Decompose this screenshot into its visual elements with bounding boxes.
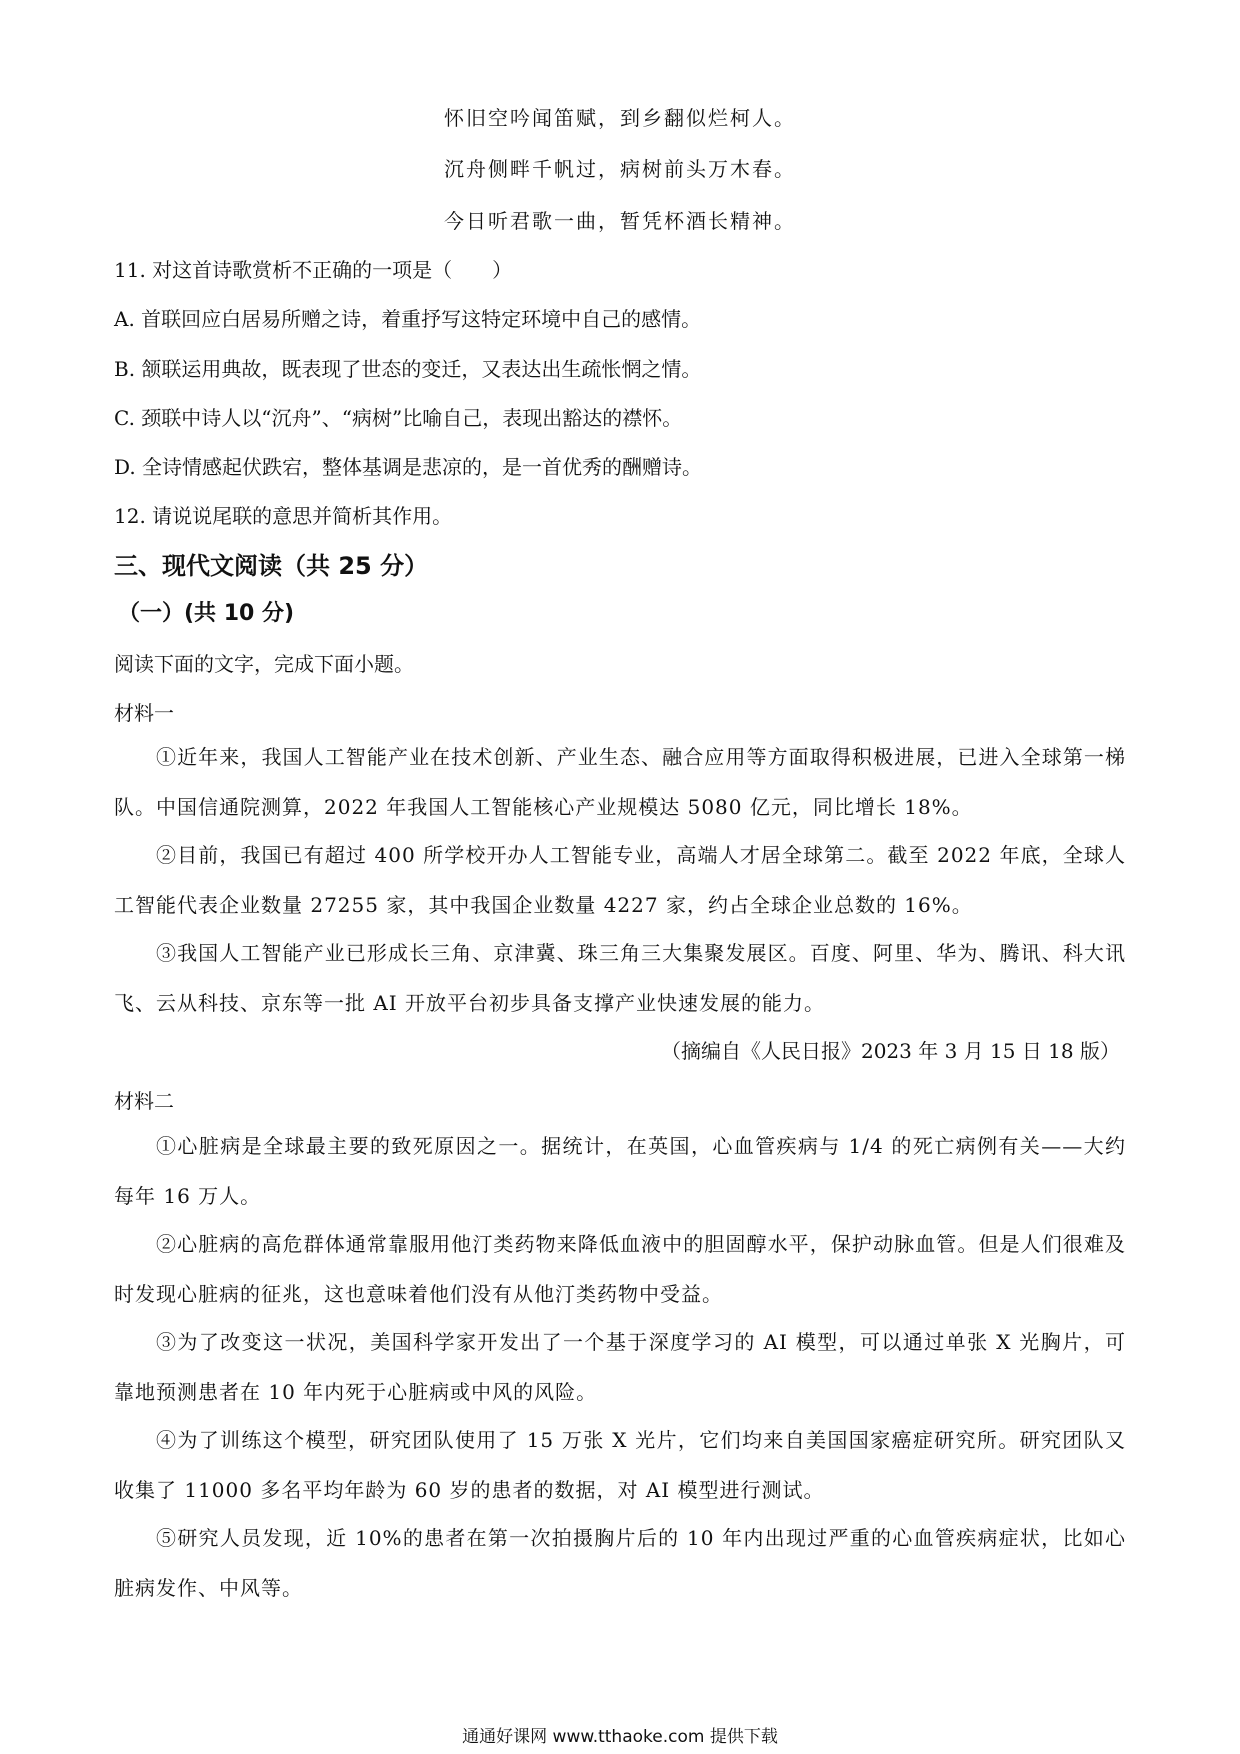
material-1-source: （摘编自《人民日报》2023 年 3 月 15 日 18 版） [660,1039,1120,1063]
material-1-paragraph-1: ①近年来，我国人工智能产业在技术创新、产业生态、融合应用等方面取得积极进展，已进入全球第一梯队。中国信通院测算，2022 年我国人工智能核心产业规模达 5080 亿元，同比增长 18%。 [114,745,1126,819]
poem-line-1: 怀旧空吟闻笛赋，到乡翻似烂柯人。 [444,106,796,130]
question-11-option-b: B. 颔联运用典故，既表现了世态的变迁，又表达出生疏怅惘之情。 [114,357,702,381]
question-12-stem: 12. 请说说尾联的意思并简析其作用。 [114,504,453,528]
material-2-paragraph-1: ①心脏病是全球最主要的致死原因之一。据统计，在英国，心血管疾病与 1/4 的死亡病例有关——大约每年 16 万人。 [114,1134,1126,1208]
material-2-label: 材料二 [114,1089,174,1113]
material-2-paragraph-4: ④为了训练这个模型，研究团队使用了 15 万张 X 光片，它们均来自美国国家癌症研究所。研究团队又收集了 11000 多名平均年龄为 60 岁的患者的数据，对 AI 模型进行测试。 [114,1428,1126,1502]
poem-line-2: 沉舟侧畔千帆过，病树前头万木春。 [444,157,796,181]
material-1-paragraph-2: ②目前，我国已有超过 400 所学校开办人工智能专业，高端人才居全球第二。截至 2022 年底，全球人工智能代表企业数量 27255 家，其中我国企业数量 4227 家，约占全球企业总数的 16%。 [114,843,1126,917]
material-2-paragraph-3: ③为了改变这一状况，美国科学家开发出了一个基于深度学习的 AI 模型，可以通过单张 X 光胸片，可靠地预测患者在 10 年内死于心脏病或中风的风险。 [114,1330,1126,1404]
section-3-title: 三、现代文阅读（共 25 分） [114,552,429,580]
question-11-stem: 11. 对这首诗歌赏析不正确的一项是（ ） [114,258,513,282]
subsection-1-title: （一）(共 10 分) [118,601,295,626]
question-11-option-a: A. 首联回应白居易所赠之诗，着重抒写这特定环境中自己的感情。 [114,307,702,331]
poem-line-3: 今日听君歌一曲，暂凭杯酒长精神。 [444,209,796,233]
material-2-paragraph-5: ⑤研究人员发现，近 10%的患者在第一次拍摄胸片后的 10 年内出现过严重的心血管疾病症状，比如心脏病发作、中风等。 [114,1526,1126,1600]
page-footer: 通通好课网 www.tthaoke.com 提供下载 [462,1727,778,1747]
material-2-paragraph-2: ②心脏病的高危群体通常靠服用他汀类药物来降低血液中的胆固醇水平，保护动脉血管。但是人们很难及时发现心脏病的征兆，这也意味着他们没有从他汀类药物中受益。 [114,1232,1126,1306]
material-1-paragraph-3: ③我国人工智能产业已形成长三角、京津冀、珠三角三大集聚发展区。百度、阿里、华为、腾讯、科大讯飞、云从科技、京东等一批 AI 开放平台初步具备支撑产业快速发展的能力。 [114,941,1126,1015]
question-11-option-d: D. 全诗情感起伏跌宕，整体基调是悲凉的，是一首优秀的酬赠诗。 [114,455,703,479]
reading-instruction: 阅读下面的文字，完成下面小题。 [114,652,414,676]
material-1-label: 材料一 [114,701,174,725]
question-11-option-c: C. 颈联中诗人以“沉舟”、“病树”比喻自己，表现出豁达的襟怀。 [114,406,683,430]
